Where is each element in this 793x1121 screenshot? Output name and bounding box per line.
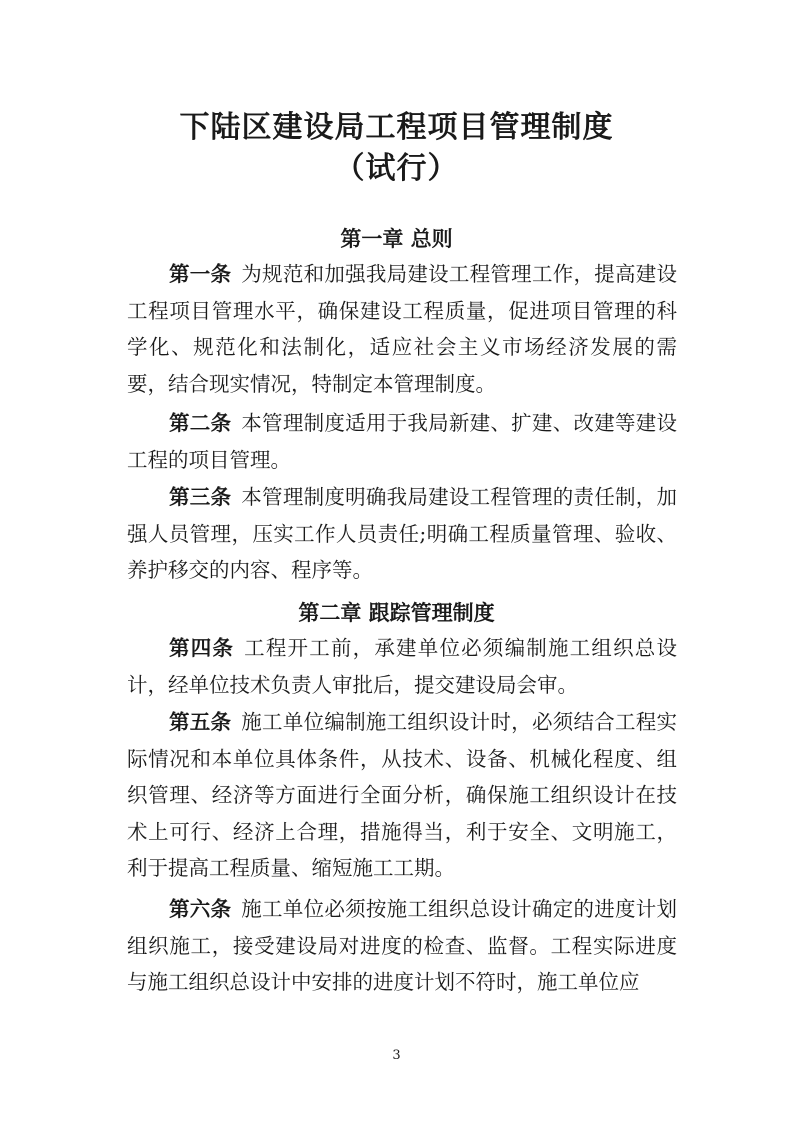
article-text: 工程开工前，承建单位必须编制施工组织总设计，经单位技术负责人审批后，提交建设局会审。	[127, 636, 678, 697]
article-label: 第四条	[169, 636, 235, 660]
article-2	[127, 405, 677, 478]
page-number: 3	[392, 1048, 401, 1063]
chapter-heading-1: 第一章 总则	[340, 226, 453, 251]
article-3	[127, 479, 677, 589]
article-text: 本管理制度明确我局建设工程管理的责任制，加强人员管理，压实工作人员责任;明确工程质量管理、验收、养护移交的内容、程序等。	[127, 485, 678, 582]
article-label: 第二条	[169, 411, 232, 435]
chapter-heading-2: 第二章 跟踪管理制度	[298, 600, 495, 625]
article-6	[127, 891, 677, 1001]
article-label: 第六条	[169, 897, 232, 921]
article-4	[127, 630, 677, 703]
article-label: 第一条	[169, 262, 232, 286]
article-text: 施工单位编制施工组织设计时，必须结合工程实际情况和本单位具体条件，从技术、设备、机械化程度、组织管理、经济等方面进行全面分析，确保施工组织设计在技术上可行、经济上合理，措施得当，利于安全、文明施工，利于提高工程质量、缩短施工工期。	[127, 710, 678, 880]
article-text: 施工单位必须按施工组织总设计确定的进度计划组织施工，接受建设局对进度的检查、监督。工程实际进度与施工组织总设计中安排的进度计划不符时，施工单位应	[127, 897, 678, 994]
document-subtitle: （试行）	[334, 151, 459, 186]
article-text: 本管理制度适用于我局新建、扩建、改建等建设工程的项目管理。	[127, 411, 678, 472]
article-1	[127, 256, 677, 402]
article-label: 第五条	[169, 710, 232, 734]
document-title: 下陆区建设局工程项目管理制度	[179, 110, 614, 145]
article-text: 为规范和加强我局建设工程管理工作，提高建设工程项目管理水平，确保建设工程质量，促进项目管理的科学化、规范化和法制化，适应社会主义市场经济发展的需要，结合现实情况，特制定本管理制度。	[127, 262, 678, 396]
article-label: 第三条	[169, 485, 232, 509]
article-5	[127, 704, 677, 887]
